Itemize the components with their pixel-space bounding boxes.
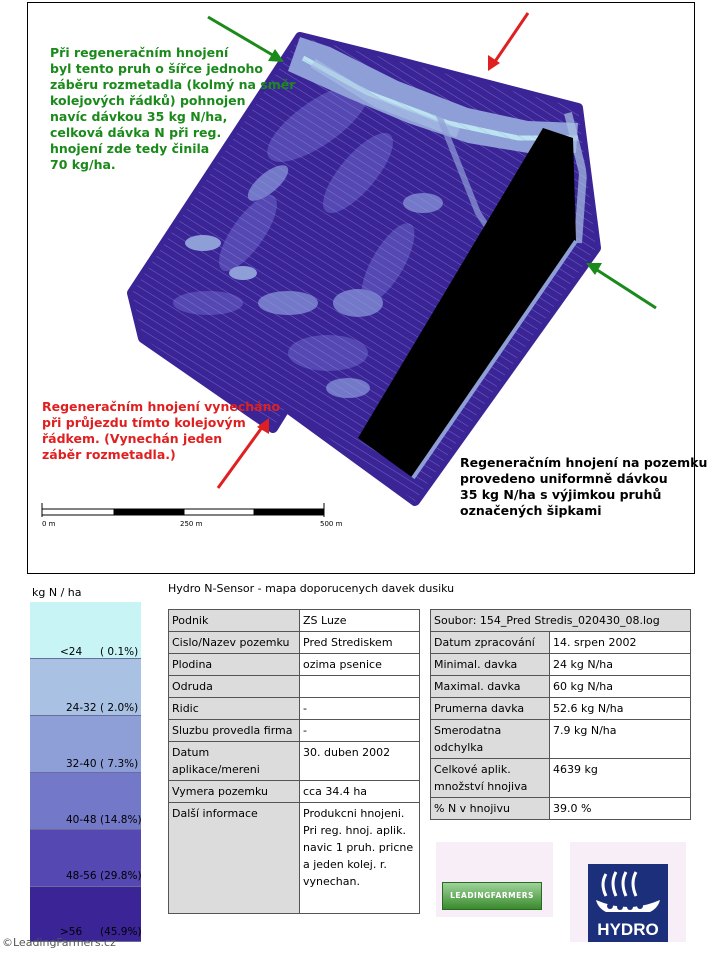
- row-label: Maximal. davka: [431, 676, 550, 698]
- field-info-table: [168, 609, 420, 914]
- annotation-skipped-pass: Regeneračním hnojení vynecháno při průjezdu tímto kolejovým řádkem. (Vynechán jeden záběr rozmetadla.): [42, 399, 281, 462]
- row-label: Cislo/Nazev pozemku: [169, 632, 300, 654]
- row-value: ozima psenice: [300, 654, 420, 676]
- legend-percent-6: (45.9%): [100, 926, 142, 938]
- scale-label-0: 0 m: [42, 520, 56, 528]
- row-value: 7.9 kg N/ha: [550, 720, 691, 759]
- legend: [30, 602, 141, 942]
- table-row: [169, 654, 420, 676]
- scale-label-500: 500 m: [320, 520, 343, 528]
- row-value: 39.0 %: [550, 798, 691, 820]
- hydro-logo-badge: [588, 864, 668, 942]
- table-row: [431, 632, 691, 654]
- green-arrow-right: [586, 263, 656, 308]
- report-subtitle: Hydro N-Sensor - mapa doporucenych davek dusiku: [168, 582, 455, 595]
- row-label: Ridic: [169, 698, 300, 720]
- legend-range-6: >56: [60, 926, 83, 938]
- table-row: [431, 698, 691, 720]
- row-label: Vymera pozemku: [169, 781, 300, 803]
- table-row: [431, 654, 691, 676]
- table-row: [169, 610, 420, 632]
- legend-range-5: 48-56: [66, 870, 97, 882]
- legend-title: kg N / ha: [32, 586, 82, 599]
- row-label: Minimal. davka: [431, 654, 550, 676]
- row-value: 4639 kg: [550, 759, 691, 798]
- processing-info-table: [430, 609, 691, 820]
- hydro-logo: [570, 842, 686, 942]
- hydro-logo-text: HYDRO: [597, 920, 659, 939]
- scale-bar: [42, 503, 324, 517]
- table-row: [169, 742, 420, 781]
- row-value: ZS Luze: [300, 610, 420, 632]
- row-label: Plodina: [169, 654, 300, 676]
- scale-label-250: 250 m: [180, 520, 203, 528]
- table-row: [169, 632, 420, 654]
- row-label: Podnik: [169, 610, 300, 632]
- row-value: [300, 676, 420, 698]
- map-frame: [27, 2, 708, 574]
- legend-percent-5: (29.8%): [100, 870, 142, 882]
- leadingfarmers-logo: [436, 842, 553, 917]
- table-row: [431, 720, 691, 759]
- table-row: [431, 798, 691, 820]
- row-label: Sluzbu provedla firma: [169, 720, 300, 742]
- annotation-uniform-dose: Regeneračním hnojení na pozemku provedeno uniformně dávkou 35 kg N/ha s výjimkou pruhů označených šipkami: [460, 455, 708, 518]
- table-row: [169, 803, 420, 914]
- row-label: Odruda: [169, 676, 300, 698]
- row-value: cca 34.4 ha: [300, 781, 420, 803]
- legend-percent-3: ( 7.3%): [100, 758, 139, 770]
- row-value: Pred Strediskem: [300, 632, 420, 654]
- table-row: [169, 676, 420, 698]
- row-label: Další informace: [169, 803, 300, 914]
- row-label: Smerodatna odchylka: [431, 720, 550, 759]
- row-value: -: [300, 698, 420, 720]
- row-label: % N v hnojivu: [431, 798, 550, 820]
- annotation-extra-dose: Při regeneračním hnojení byl tento pruh o šířce jednoho záběru rozmetadla (kolmý na směr kolejových řádků) pohnojen navíc dávkou 35 kg N/ha, celková dávka N při reg. hnojení zde tedy činila 70 kg/ha.: [50, 45, 296, 172]
- table-row: [431, 676, 691, 698]
- legend-percent-1: ( 0.1%): [100, 646, 139, 658]
- leadingfarmers-logo-text: LEADINGFARMERS: [442, 882, 542, 910]
- row-value: Produkcni hnojeni. Pri reg. hnoj. aplik. navic 1 pruh. pricne a jeden kolej. r. vynechan.: [300, 803, 420, 914]
- table-row: [169, 698, 420, 720]
- row-label: Celkové aplik. množství hnojiva: [431, 759, 550, 798]
- table-row: [431, 759, 691, 798]
- table-row: [169, 781, 420, 803]
- legend-percent-4: (14.8%): [100, 814, 142, 826]
- log-file-name: Soubor: 154_Pred Stredis_020430_08.log: [431, 610, 691, 632]
- table-row: [169, 720, 420, 742]
- row-label: Prumerna davka: [431, 698, 550, 720]
- row-value: 30. duben 2002: [300, 742, 420, 781]
- legend-range-3: 32-40: [66, 758, 97, 770]
- row-label: Datum aplikace/mereni: [169, 742, 300, 781]
- legend-percent-2: ( 2.0%): [100, 702, 139, 714]
- legend-range-4: 40-48: [66, 814, 97, 826]
- viking-ship-icon: [588, 864, 668, 920]
- table-row: [431, 610, 691, 632]
- row-value: 24 kg N/ha: [550, 654, 691, 676]
- row-value: 14. srpen 2002: [550, 632, 691, 654]
- row-label: Datum zpracování: [431, 632, 550, 654]
- row-value: 60 kg N/ha: [550, 676, 691, 698]
- legend-range-2: 24-32: [66, 702, 97, 714]
- red-arrow-top: [488, 13, 528, 71]
- legend-range-1: <24: [60, 646, 83, 658]
- copyright: ©LeadingFarmers.cz: [2, 936, 116, 949]
- row-value: -: [300, 720, 420, 742]
- row-value: 52.6 kg N/ha: [550, 698, 691, 720]
